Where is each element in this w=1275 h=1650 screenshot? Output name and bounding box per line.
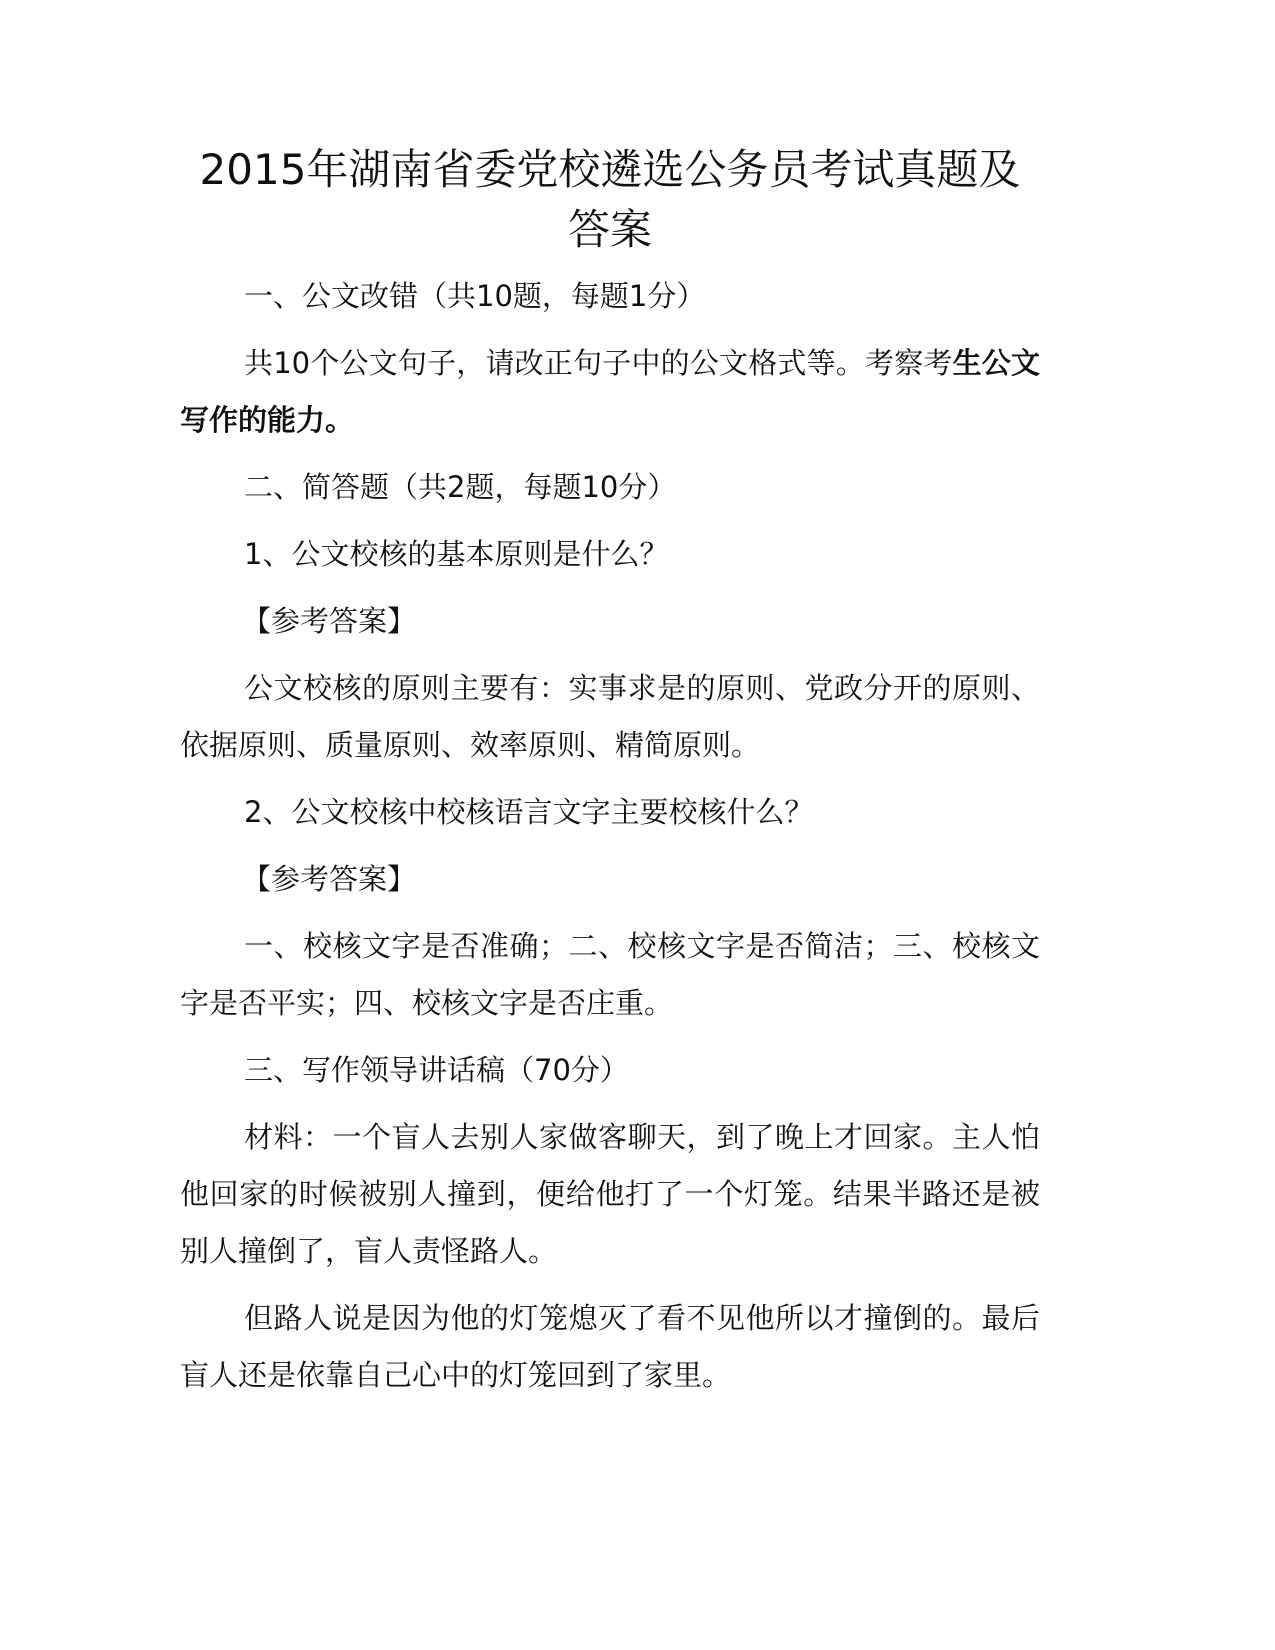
section1-heading: 一、公文改错（共10题，每题1分）	[244, 279, 706, 313]
document-page	[180, 140, 1040, 1404]
section2-heading: 二、简答题（共2题，每题10分）	[244, 470, 677, 504]
answer-1: 公文校核的原则主要有：实事求是的原则、党政分开的原则、依据原则、质量原则、效率原则、精简原则。	[180, 671, 1040, 762]
question-1: 1、公文校核的基本原则是什么？	[244, 537, 669, 571]
document-title: 2015年湖南省委党校遴选公务员考试真题及答案	[199, 145, 1021, 254]
section1-body	[180, 335, 1040, 449]
reference-answer-label-1: 【参考答案】	[242, 604, 417, 638]
section1-body-part-b: 生公文写作的能力。	[180, 346, 1040, 437]
reference-answer-label-2: 【参考答案】	[242, 862, 417, 896]
section1-body-part-a: 共10个公文句子，请改正句子中的公文格式等。考察考	[244, 346, 953, 380]
section3-heading: 三、写作领导讲话稿（70分）	[244, 1053, 629, 1087]
material-paragraph-2: 但路人说是因为他的灯笼熄灭了看不见他所以才撞倒的。最后盲人还是依靠自己心中的灯笼回到了家里。	[180, 1301, 1040, 1392]
question-2: 2、公文校核中校核语言文字主要校核什么？	[244, 795, 814, 829]
material-paragraph-1: 材料：一个盲人去别人家做客聊天，到了晚上才回家。主人怕他回家的时候被别人撞到，便给他打了一个灯笼。结果半路还是被别人撞倒了，盲人责怪路人。	[180, 1120, 1040, 1268]
answer-2: 一、校核文字是否准确；二、校核文字是否简洁；三、校核文字是否平实；四、校核文字是否庄重。	[180, 929, 1040, 1020]
